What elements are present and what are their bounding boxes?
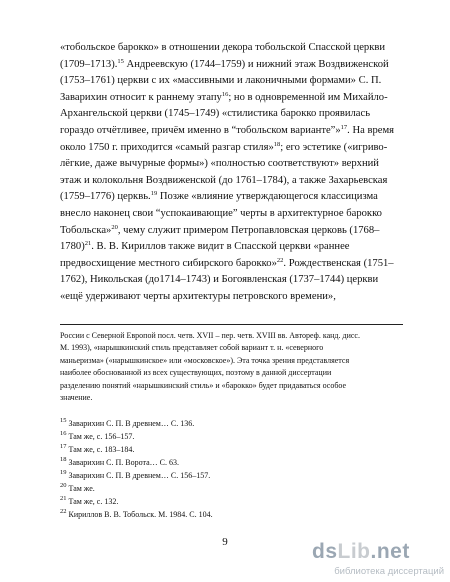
text-span: Тобольска»: [60, 224, 112, 236]
text-line: наиболее обоснованной из всех существующих, поэтому в данной диссертации: [60, 368, 332, 378]
footnote-text: Там же, с. 156–157.: [66, 432, 135, 441]
text-span: Андреевскую (1744–1759) и нижний этаж Воздвиженской: [123, 58, 389, 70]
text-span: , чему служит примером Петропавловская церковь (1768–: [117, 224, 380, 236]
text-line: значение.: [60, 393, 93, 403]
text-line: [60, 123, 403, 140]
text-span: . Рождественская (1751–: [283, 257, 394, 269]
text-span: «тобольское барокко» в отношении декора тобольской Спасской церкви: [60, 42, 386, 53]
text-line: [60, 289, 403, 306]
footnote-text: Там же.: [66, 484, 95, 493]
footnote-ref[interactable]: 15: [117, 57, 124, 65]
text-line: [60, 140, 403, 157]
text-line: маньеризма» («нарышкинское» или «московское»). Эта точка зрения представляется: [60, 355, 350, 365]
text-line: М. 1993), «нарышкинский стиль представляет собой вариант т. н. «северного: [60, 343, 324, 353]
text-span: «ещё удерживают черты архитектуры петровского времени»,: [60, 290, 336, 302]
text-span: предвосхищение местного сибирского барокко»: [60, 257, 277, 269]
footnote-text: Заварихин С. П. В древнем… С. 156–157.: [66, 471, 211, 480]
footnote-ref[interactable]: 19: [150, 190, 158, 198]
text-line: [60, 57, 403, 74]
footnote-ref[interactable]: 21: [84, 240, 92, 248]
watermark-net: net: [376, 540, 410, 563]
watermark-lib: Lib: [337, 540, 371, 563]
text-line: России с Северной Европой посл. четв. XVII – пер. четв. XVIII вв. Автореф. канд. дисс.: [60, 331, 360, 340]
text-line: [60, 206, 403, 223]
text-line: [60, 90, 403, 107]
footnote-number: 15: [60, 417, 67, 424]
text-line: [60, 239, 403, 256]
footnote-ref[interactable]: 22: [276, 256, 284, 264]
footnote-text: Заварихин С. П. Ворота… С. 63.: [66, 458, 179, 467]
footnote-item: [60, 443, 403, 456]
text-span: Заварихин относит к раннему этапу: [60, 91, 222, 103]
page-number: 9: [222, 536, 228, 548]
text-span: ; его эстетике («игриво-: [280, 141, 388, 153]
footnote-number: 21: [60, 495, 67, 502]
watermark-subtitle: библиотека диссертаций: [334, 566, 444, 577]
main-text: [60, 40, 403, 306]
footnote-item: [60, 508, 403, 521]
text-line: [60, 223, 403, 240]
text-span: этаж и колокольня Воздвиженской (до 1761–1784), а также Захарьевская: [60, 174, 388, 186]
footnote-item: [60, 430, 403, 443]
text-line: [60, 156, 403, 173]
text-span: (1709–1713).: [60, 58, 118, 70]
footnote-number: 16: [60, 430, 67, 437]
footnote-item: [60, 482, 403, 495]
footnote-number: 18: [60, 456, 67, 463]
footnote-text: Кириллов В. В. Тобольск. М. 1984. С. 104.: [66, 510, 213, 519]
footnote-number: 17: [60, 443, 67, 450]
watermark-wordmark: [312, 540, 410, 564]
text-span: (1759–1776) церквь.: [60, 191, 151, 203]
text-line: [60, 73, 403, 90]
watermark-dot: .: [370, 540, 377, 563]
footnote-text: Заварихин С. П. В древнем… С. 136.: [66, 419, 195, 428]
footnote-list: [60, 417, 403, 521]
footnote-ref[interactable]: 16: [221, 90, 229, 98]
footnote-ref[interactable]: 17: [340, 123, 348, 131]
text-span: . В. В. Кириллов также видит в Спасской церкви «раннее: [91, 241, 350, 253]
text-span: Архангельской церкви (1745–1749) «стилистика барокко проявилась: [60, 108, 371, 120]
footnote-number: 22: [60, 508, 67, 515]
text-span: ; но в одновременной им Михайло-: [228, 91, 388, 103]
watermark-logo[interactable]: [310, 540, 444, 578]
text-span: (1753–1761) церкви с их «массивными и лаконичными формами» С. П.: [60, 75, 382, 87]
watermark-ds: ds: [312, 540, 338, 563]
text-span: гораздо отчётливее, причём именно в “тобольском варианте”»: [60, 124, 341, 136]
footnote-ref[interactable]: 20: [111, 223, 118, 231]
footnote-continuation: [60, 330, 403, 404]
text-span: лёгкие, даже вычурные формы») «полностью соответствуют» верхний: [60, 158, 379, 170]
text-line: [60, 173, 403, 190]
footnote-item: [60, 417, 403, 430]
footnote-item: [60, 495, 403, 508]
text-span: 1780): [60, 241, 85, 253]
footnote-item: [60, 469, 403, 482]
footnote-ref[interactable]: 18: [273, 140, 281, 148]
text-span: около 1750 г. приходится «самый разгар стиля»: [60, 141, 274, 153]
footnote-number: 20: [60, 482, 67, 489]
footnote-text: Там же, с. 183–184.: [66, 445, 135, 454]
footnote-separator: [60, 324, 403, 325]
text-line: разделению понятий «нарышкинский стиль» и «барокко» будет придаваться особое: [60, 380, 347, 390]
footnote-item: [60, 456, 403, 469]
text-line: [60, 40, 403, 57]
text-span: Позже «влияние утверждающегося классицизма: [157, 191, 378, 203]
text-line: [60, 272, 403, 289]
text-span: внесло наконец свои “успокаивающие” черты в архитектурное барокко: [60, 207, 382, 219]
footnote-number: 19: [60, 469, 67, 476]
footnote-text: Там же, с. 132.: [66, 497, 119, 506]
text-line: [60, 189, 403, 206]
text-span: . На время: [347, 124, 395, 136]
text-line: [60, 106, 403, 123]
text-span: 1762), Никольская (до1714–1743) и Богоявленская (1737–1744) церкви: [60, 274, 379, 286]
text-line: [60, 256, 403, 273]
